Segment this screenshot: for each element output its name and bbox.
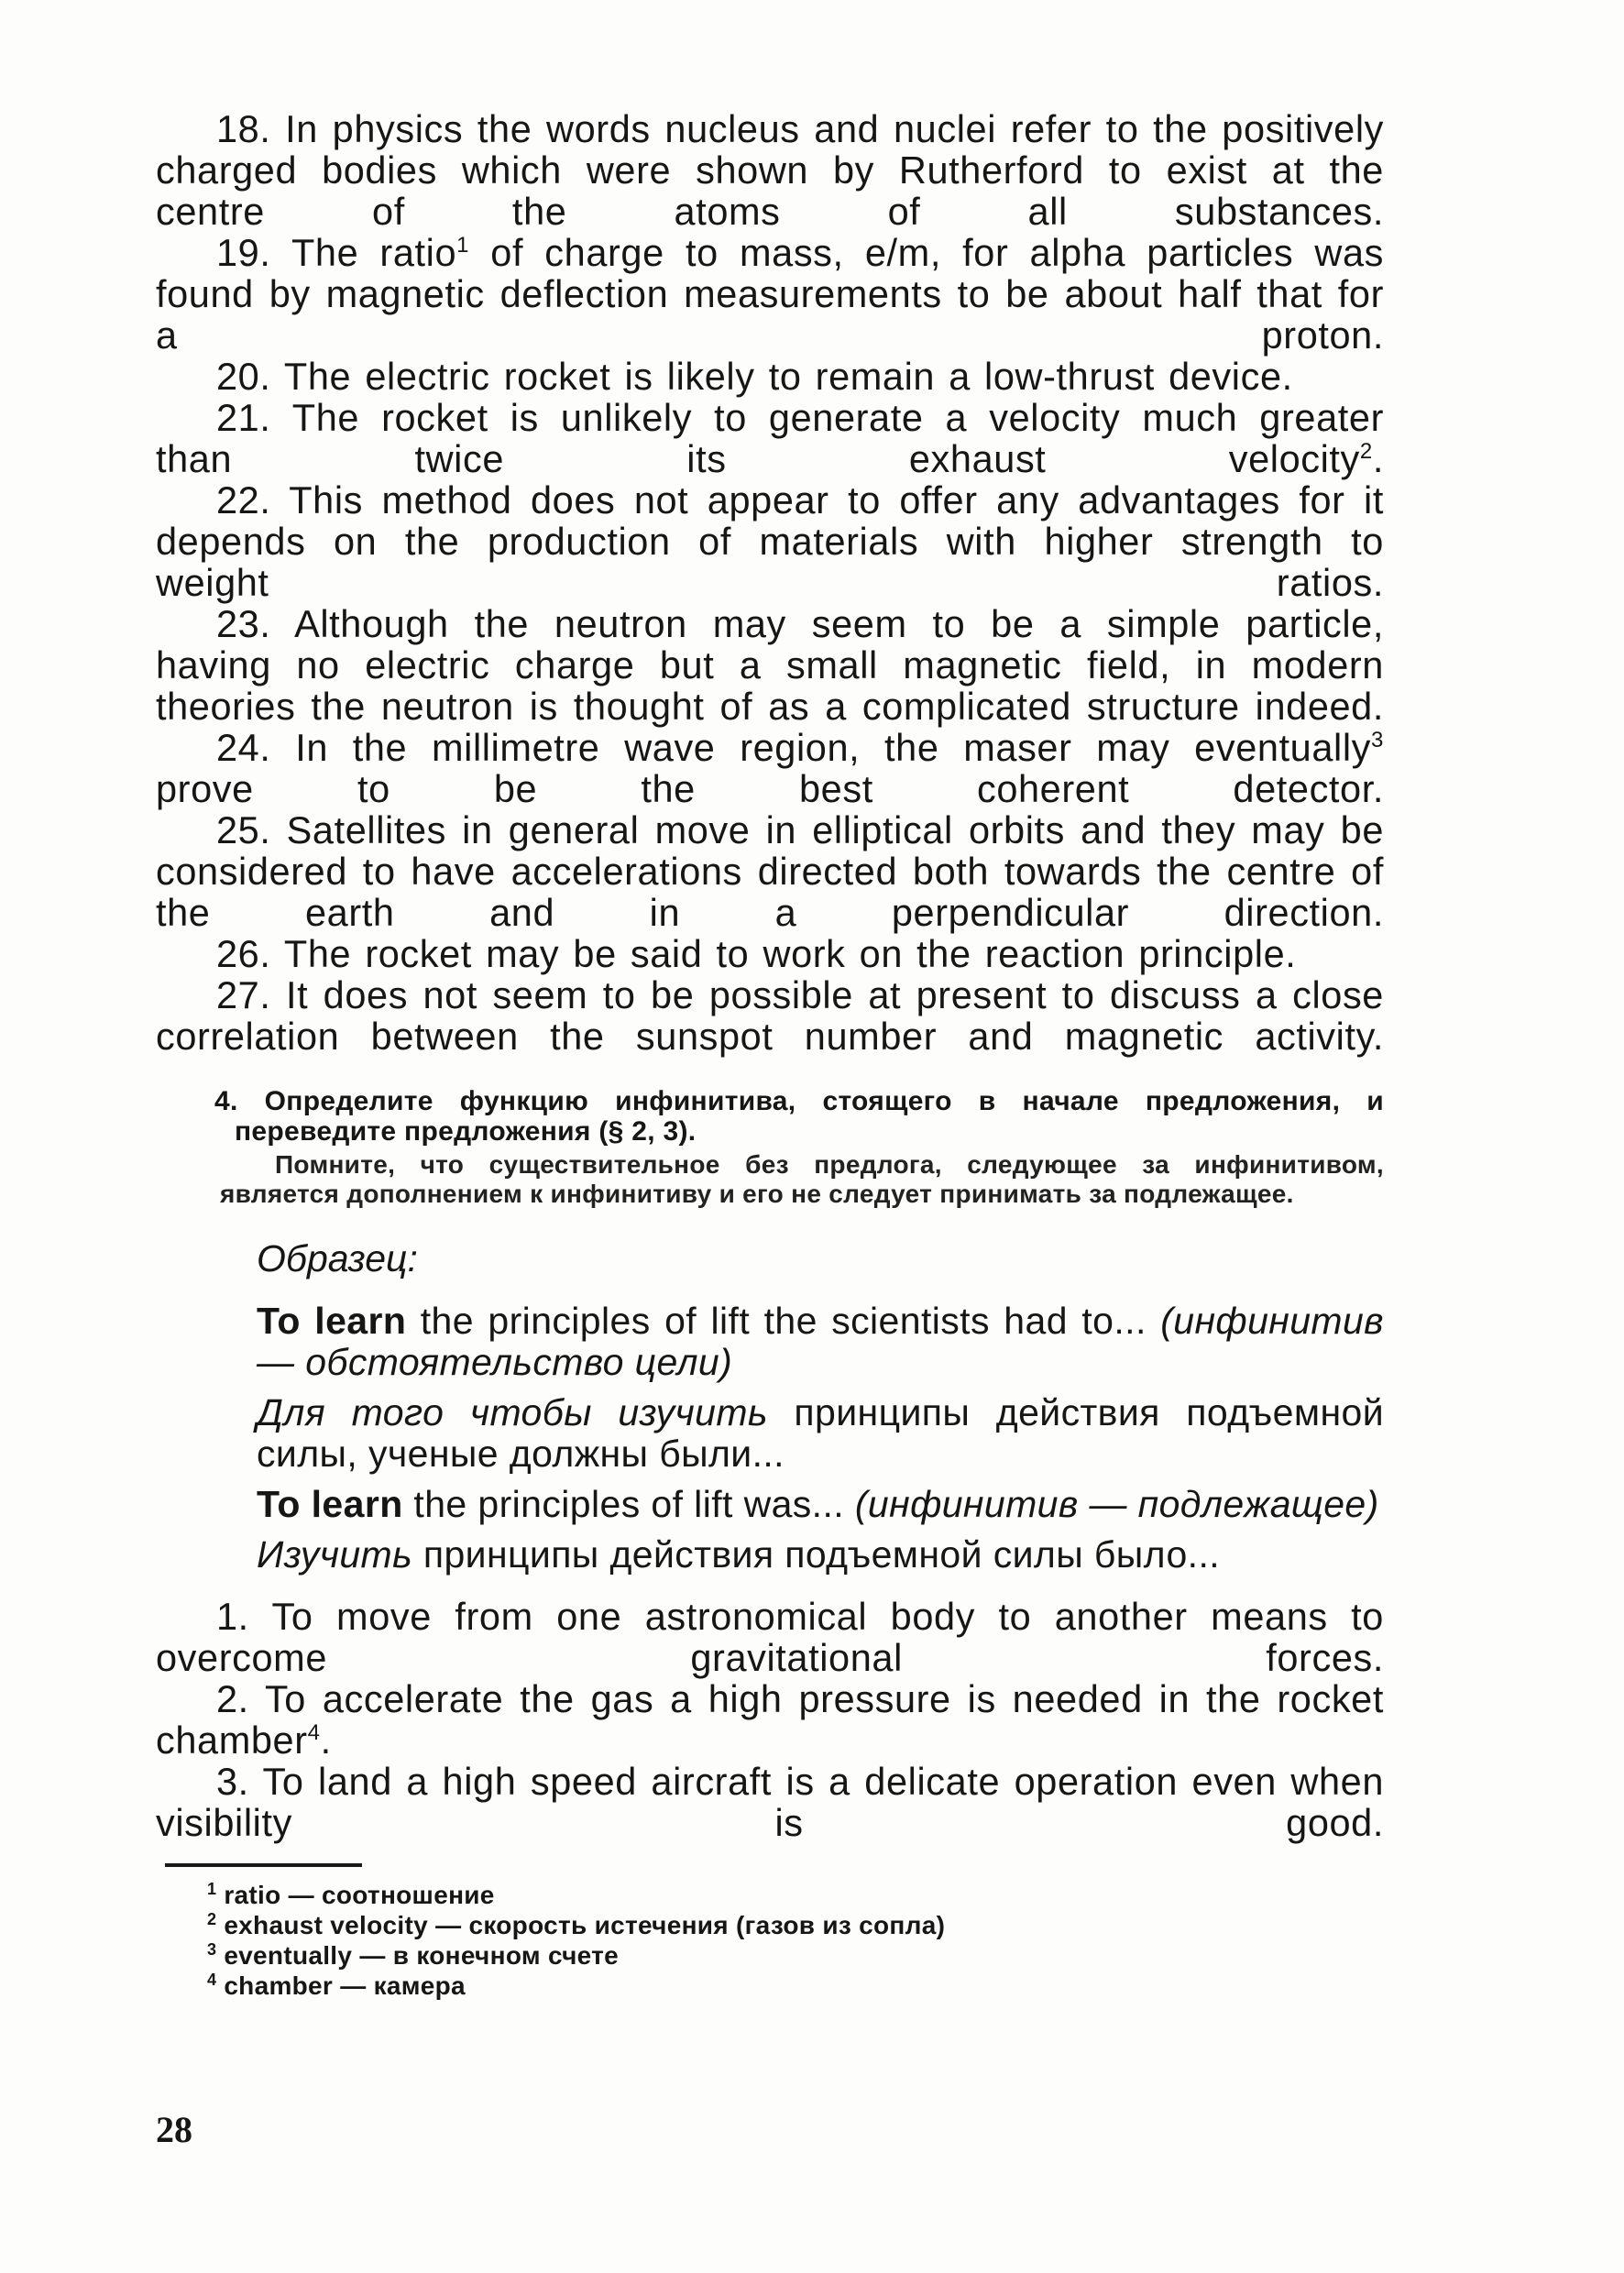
list-item [156,603,1384,727]
footnote-text: chamber — камера [224,1971,466,2000]
sample-italic: Для того чтобы изучить [257,1391,768,1433]
task-number: 1. [216,1595,249,1638]
item-number: 20. [216,355,271,398]
exercise-note: Помните, что существительное без предлога, следующее за инфинитивом, является дополнением к инфинитиву и его не следует принимать за подлежащее. [220,1150,1384,1208]
exercise-4 [156,1086,1384,1843]
sample-text: принципы действия подъемной силы, ученые должны были... [257,1391,1384,1475]
footnote-divider [165,1863,362,1867]
task-number: 3. [216,1760,249,1803]
footnotes [156,1880,1384,2001]
list-item [156,397,1384,479]
item-text: The electric rocket is likely to remain a low-thrust device. [283,355,1293,398]
item-text: In physics the words nucleus and nuclei refer to the positively charged bodies which were shown by Rutherford to exist at the centre of the atoms of all substances. [156,107,1384,233]
task-item [156,1761,1384,1843]
item-number: 25. [216,808,271,851]
item-number: 26. [216,932,271,975]
footnote [207,1910,1384,1940]
sample-label: Образец: [257,1237,418,1279]
item-text: This method does not appear to offer any advantages for it depends on the production of materials with higher strength to weight ratios. [156,478,1384,604]
footnote-mark: 2 [207,1909,217,1928]
item-number: 27. [216,973,271,1016]
item-text: Satellites in general move in elliptical orbits and they may be considered to have accelerations directed both towards the centre of the earth and in a perpendicular direction. [156,808,1384,934]
item-number: 22. [216,478,271,522]
footnote-text: eventually — в конечном счете [224,1941,620,1970]
footnote-mark: 1 [207,1879,217,1898]
item-text: Although the neutron may seem to be a simple particle, having no electric charge but a small magnetic field, in modern theories the neutron is thought of as a complicated structure indeed. [156,602,1384,728]
list-item [156,479,1384,603]
task-text: To land a high speed aircraft is a delicate operation even when visibility is good. [156,1760,1384,1844]
item-text: It does not seem to be possible at present to discuss a close correlation between the sunspot number and magnetic activity. [156,973,1384,1058]
item-text: In the millimetre wave region, the maser may eventually [295,726,1372,769]
item-text: prove to be the best coherent detector. [156,767,1384,810]
item-text: of charge to mass, e/m, for alpha particles was found by magnetic deflection measurements to be about half that for a proton. [156,231,1384,357]
sample-text: the principles of lift was... [402,1483,845,1525]
list-item [156,727,1384,809]
task-list [156,1596,1384,1843]
footnote [207,1971,1384,2001]
footnote-ref[interactable]: 1 [456,233,470,258]
footnote [207,1880,1384,1910]
list-item [156,108,1384,232]
list-item [156,232,1384,356]
list-item [156,809,1384,933]
item-text: The ratio [291,231,457,274]
sample-italic: Изучить [257,1533,413,1576]
sample-line [257,1392,1384,1475]
item-text: The rocket may be said to work on the reaction principle. [283,932,1297,975]
sample-text: the principles of lift the scientists had to... [406,1300,1147,1342]
sample-italic: (инфинитив — обстоятельство цели) [257,1300,1384,1383]
sample-text: принципы действия подъемной силы было... [412,1533,1221,1576]
sample-line [257,1534,1384,1576]
task-item [156,1678,1384,1761]
footnote-ref[interactable]: 2 [1359,439,1373,465]
task-text: . [320,1718,332,1762]
item-text: . [1372,437,1384,480]
item-number: 24. [216,726,271,769]
exercise-instruction: Определите функцию инфинитива, стоящего в начале предложения, и переведите предложения (§ 2, 3). [235,1086,1384,1147]
task-text: To move from one astronomical body to another means to overcome gravitational forces. [156,1595,1384,1679]
footnote-text: ratio — соотношение [224,1881,495,1909]
sample-italic: (инфинитив — подлежащее) [844,1483,1379,1525]
task-number: 2. [216,1677,249,1720]
sample-bold: To learn [257,1483,403,1525]
footnote-mark: 4 [207,1970,217,1989]
sample-bold: To learn [257,1300,407,1342]
item-number: 18. [216,107,271,150]
item-text: The rocket is unlikely to generate a velocity much greater than twice its exhaust velocity [156,396,1384,480]
exercise-number: 4. [214,1086,238,1116]
list-item [156,974,1384,1057]
item-number: 19. [216,231,271,274]
footnote-ref[interactable]: 4 [307,1720,321,1746]
page-body [156,108,1384,2001]
task-text: To accelerate the gas a high pressure is needed in the rocket chamber [156,1677,1384,1762]
page-number: 28 [156,2109,192,2150]
sentence-list [156,108,1384,1057]
item-number: 21. [216,396,271,439]
task-item [156,1596,1384,1678]
exercise-title [214,1086,1384,1147]
list-item [156,356,1384,397]
footnote [207,1940,1384,1971]
sample-line [257,1484,1384,1525]
footnote-text: exhaust velocity — скорость истечения (газов из сопла) [224,1911,946,1939]
footnote-mark: 3 [207,1939,217,1959]
footnote-ref[interactable]: 3 [1371,728,1384,753]
list-item [156,933,1384,974]
sample-line [257,1301,1384,1383]
item-number: 23. [216,602,271,645]
